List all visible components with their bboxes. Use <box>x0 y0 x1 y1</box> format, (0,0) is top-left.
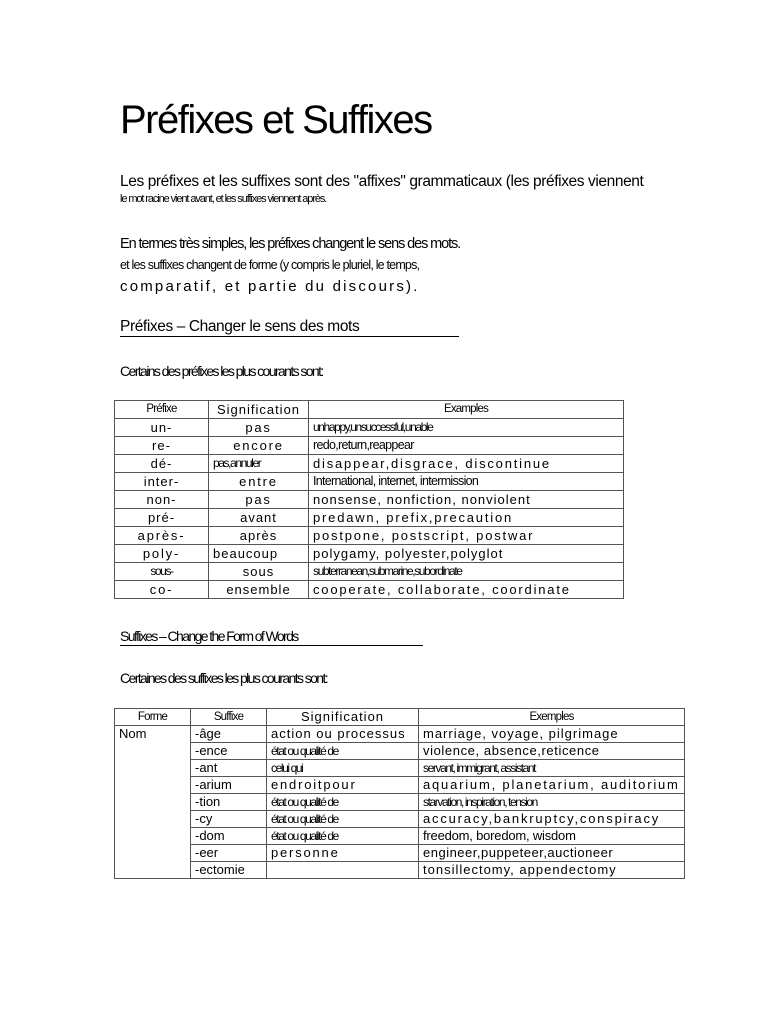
prefix-cell: dé- <box>115 455 209 473</box>
table-row <box>115 437 624 455</box>
meaning-cell: état ou qualité de <box>267 743 419 760</box>
table-header-row <box>115 709 685 726</box>
suffixes-heading: Suffixes – Change the Form of Words <box>120 628 298 644</box>
examples-cell: polygamy, polyester,polyglot <box>309 545 624 563</box>
suffix-cell: -ant <box>191 760 267 777</box>
prefix-cell: pré- <box>115 509 209 527</box>
table-row <box>115 862 685 879</box>
header-prefixe: Préfixe <box>115 401 209 419</box>
suffix-cell: -eer <box>191 845 267 862</box>
header-exemples: Exemples <box>419 709 685 726</box>
examples-cell: cooperate, collaborate, coordinate <box>309 581 624 599</box>
table-row <box>115 811 685 828</box>
meaning-cell: ensemble <box>209 581 309 599</box>
meaning-cell: pas <box>209 419 309 437</box>
meaning-cell: personne <box>267 845 419 862</box>
prefix-cell: non- <box>115 491 209 509</box>
suffix-cell: -dom <box>191 828 267 845</box>
table-row <box>115 743 685 760</box>
header-forme: Forme <box>115 709 191 726</box>
prefix-cell: re- <box>115 437 209 455</box>
header-signification: Signification <box>267 709 419 726</box>
intro-line-2: le mot racine vient avant, et les suffixes viennent après. <box>120 193 327 205</box>
examples-cell: starvation, inspiration, tension <box>419 794 685 811</box>
table-row <box>115 726 685 743</box>
meaning-cell: beaucoup <box>209 545 309 563</box>
prefix-cell: un- <box>115 419 209 437</box>
examples-cell: International, internet, intermission <box>309 473 624 491</box>
table-row <box>115 845 685 862</box>
examples-cell: tonsillectomy, appendectomy <box>419 862 685 879</box>
suffix-cell: -arium <box>191 777 267 794</box>
header-signification: Signification <box>209 401 309 419</box>
prefix-cell: après- <box>115 527 209 545</box>
para2-line-3: comparatif, et partie du discours). <box>120 278 420 295</box>
meaning-cell: sous <box>209 563 309 581</box>
meaning-cell: état ou qualité de <box>267 828 419 845</box>
table-row <box>115 794 685 811</box>
meaning-cell: pas <box>209 491 309 509</box>
examples-cell: unhappy,unsuccessful,unable <box>309 419 624 437</box>
examples-cell: violence, absence,reticence <box>419 743 685 760</box>
meaning-cell: avant <box>209 509 309 527</box>
header-suffixe: Suffixe <box>191 709 267 726</box>
table-row <box>115 473 624 491</box>
suffixes-heading-underline <box>120 645 423 646</box>
meaning-cell: endroitpour <box>267 777 419 794</box>
suffix-cell: -cy <box>191 811 267 828</box>
table-header-row <box>115 401 624 419</box>
meaning-cell: état ou qualité de <box>267 811 419 828</box>
prefixes-intro: Certains des préfixes les plus courants sont: <box>120 363 323 379</box>
table-row <box>115 581 624 599</box>
table-row <box>115 491 624 509</box>
meaning-cell: entre <box>209 473 309 491</box>
table-row <box>115 545 624 563</box>
meaning-cell: pas,annuler <box>209 455 309 473</box>
table-row <box>115 563 624 581</box>
suffix-cell: -tion <box>191 794 267 811</box>
examples-cell: servant, immigrant, assistant <box>419 760 685 777</box>
examples-cell: engineer,puppeteer,auctioneer <box>419 845 685 862</box>
meaning-cell: action ou processus <box>267 726 419 743</box>
meaning-cell: encore <box>209 437 309 455</box>
prefix-cell: sous- <box>115 563 209 581</box>
intro-line-1: Les préfixes et les suffixes sont des "affixes" grammaticaux (les préfixes viennent <box>120 173 644 190</box>
prefixes-heading-underline <box>120 336 459 337</box>
prefix-cell: inter- <box>115 473 209 491</box>
meaning-cell: celui qui <box>267 760 419 777</box>
examples-cell: predawn, prefix,precaution <box>309 509 624 527</box>
examples-cell: freedom, boredom, wisdom <box>419 828 685 845</box>
page-title: Préfixes et Suffixes <box>120 98 432 142</box>
meaning-cell <box>267 862 419 879</box>
suffix-cell: -ectomie <box>191 862 267 879</box>
examples-cell: nonsense, nonfiction, nonviolent <box>309 491 624 509</box>
examples-cell: disappear,disgrace, discontinue <box>309 455 624 473</box>
suffixes-table <box>114 708 685 879</box>
table-row <box>115 828 685 845</box>
table-row <box>115 509 624 527</box>
meaning-cell: état ou qualité de <box>267 794 419 811</box>
prefixes-heading: Préfixes – Changer le sens des mots <box>120 318 360 335</box>
examples-cell: aquarium, planetarium, auditorium <box>419 777 685 794</box>
prefixes-table <box>114 400 624 599</box>
meaning-cell: après <box>209 527 309 545</box>
table-row <box>115 455 624 473</box>
examples-cell: redo,return,reappear <box>309 437 624 455</box>
examples-cell: postpone, postscript, postwar <box>309 527 624 545</box>
examples-cell: marriage, voyage, pilgrimage <box>419 726 685 743</box>
prefix-cell: poly- <box>115 545 209 563</box>
suffixes-intro: Certaines des suffixes les plus courants sont: <box>120 670 328 686</box>
suffix-cell: -âge <box>191 726 267 743</box>
header-examples: Examples <box>309 401 624 419</box>
para2-line-2: et les suffixes changent de forme (y compris le pluriel, le temps, <box>120 258 420 272</box>
table-row <box>115 527 624 545</box>
para2-line-1: En termes très simples, les préfixes changent le sens des mots. <box>120 236 461 252</box>
table-row <box>115 760 685 777</box>
examples-cell: accuracy,bankruptcy,conspiracy <box>419 811 685 828</box>
suffix-cell: -ence <box>191 743 267 760</box>
table-row <box>115 419 624 437</box>
forme-cell: Nom <box>115 726 191 879</box>
examples-cell: subterranean,submarine,subordinate <box>309 563 624 581</box>
table-row <box>115 777 685 794</box>
prefix-cell: co- <box>115 581 209 599</box>
